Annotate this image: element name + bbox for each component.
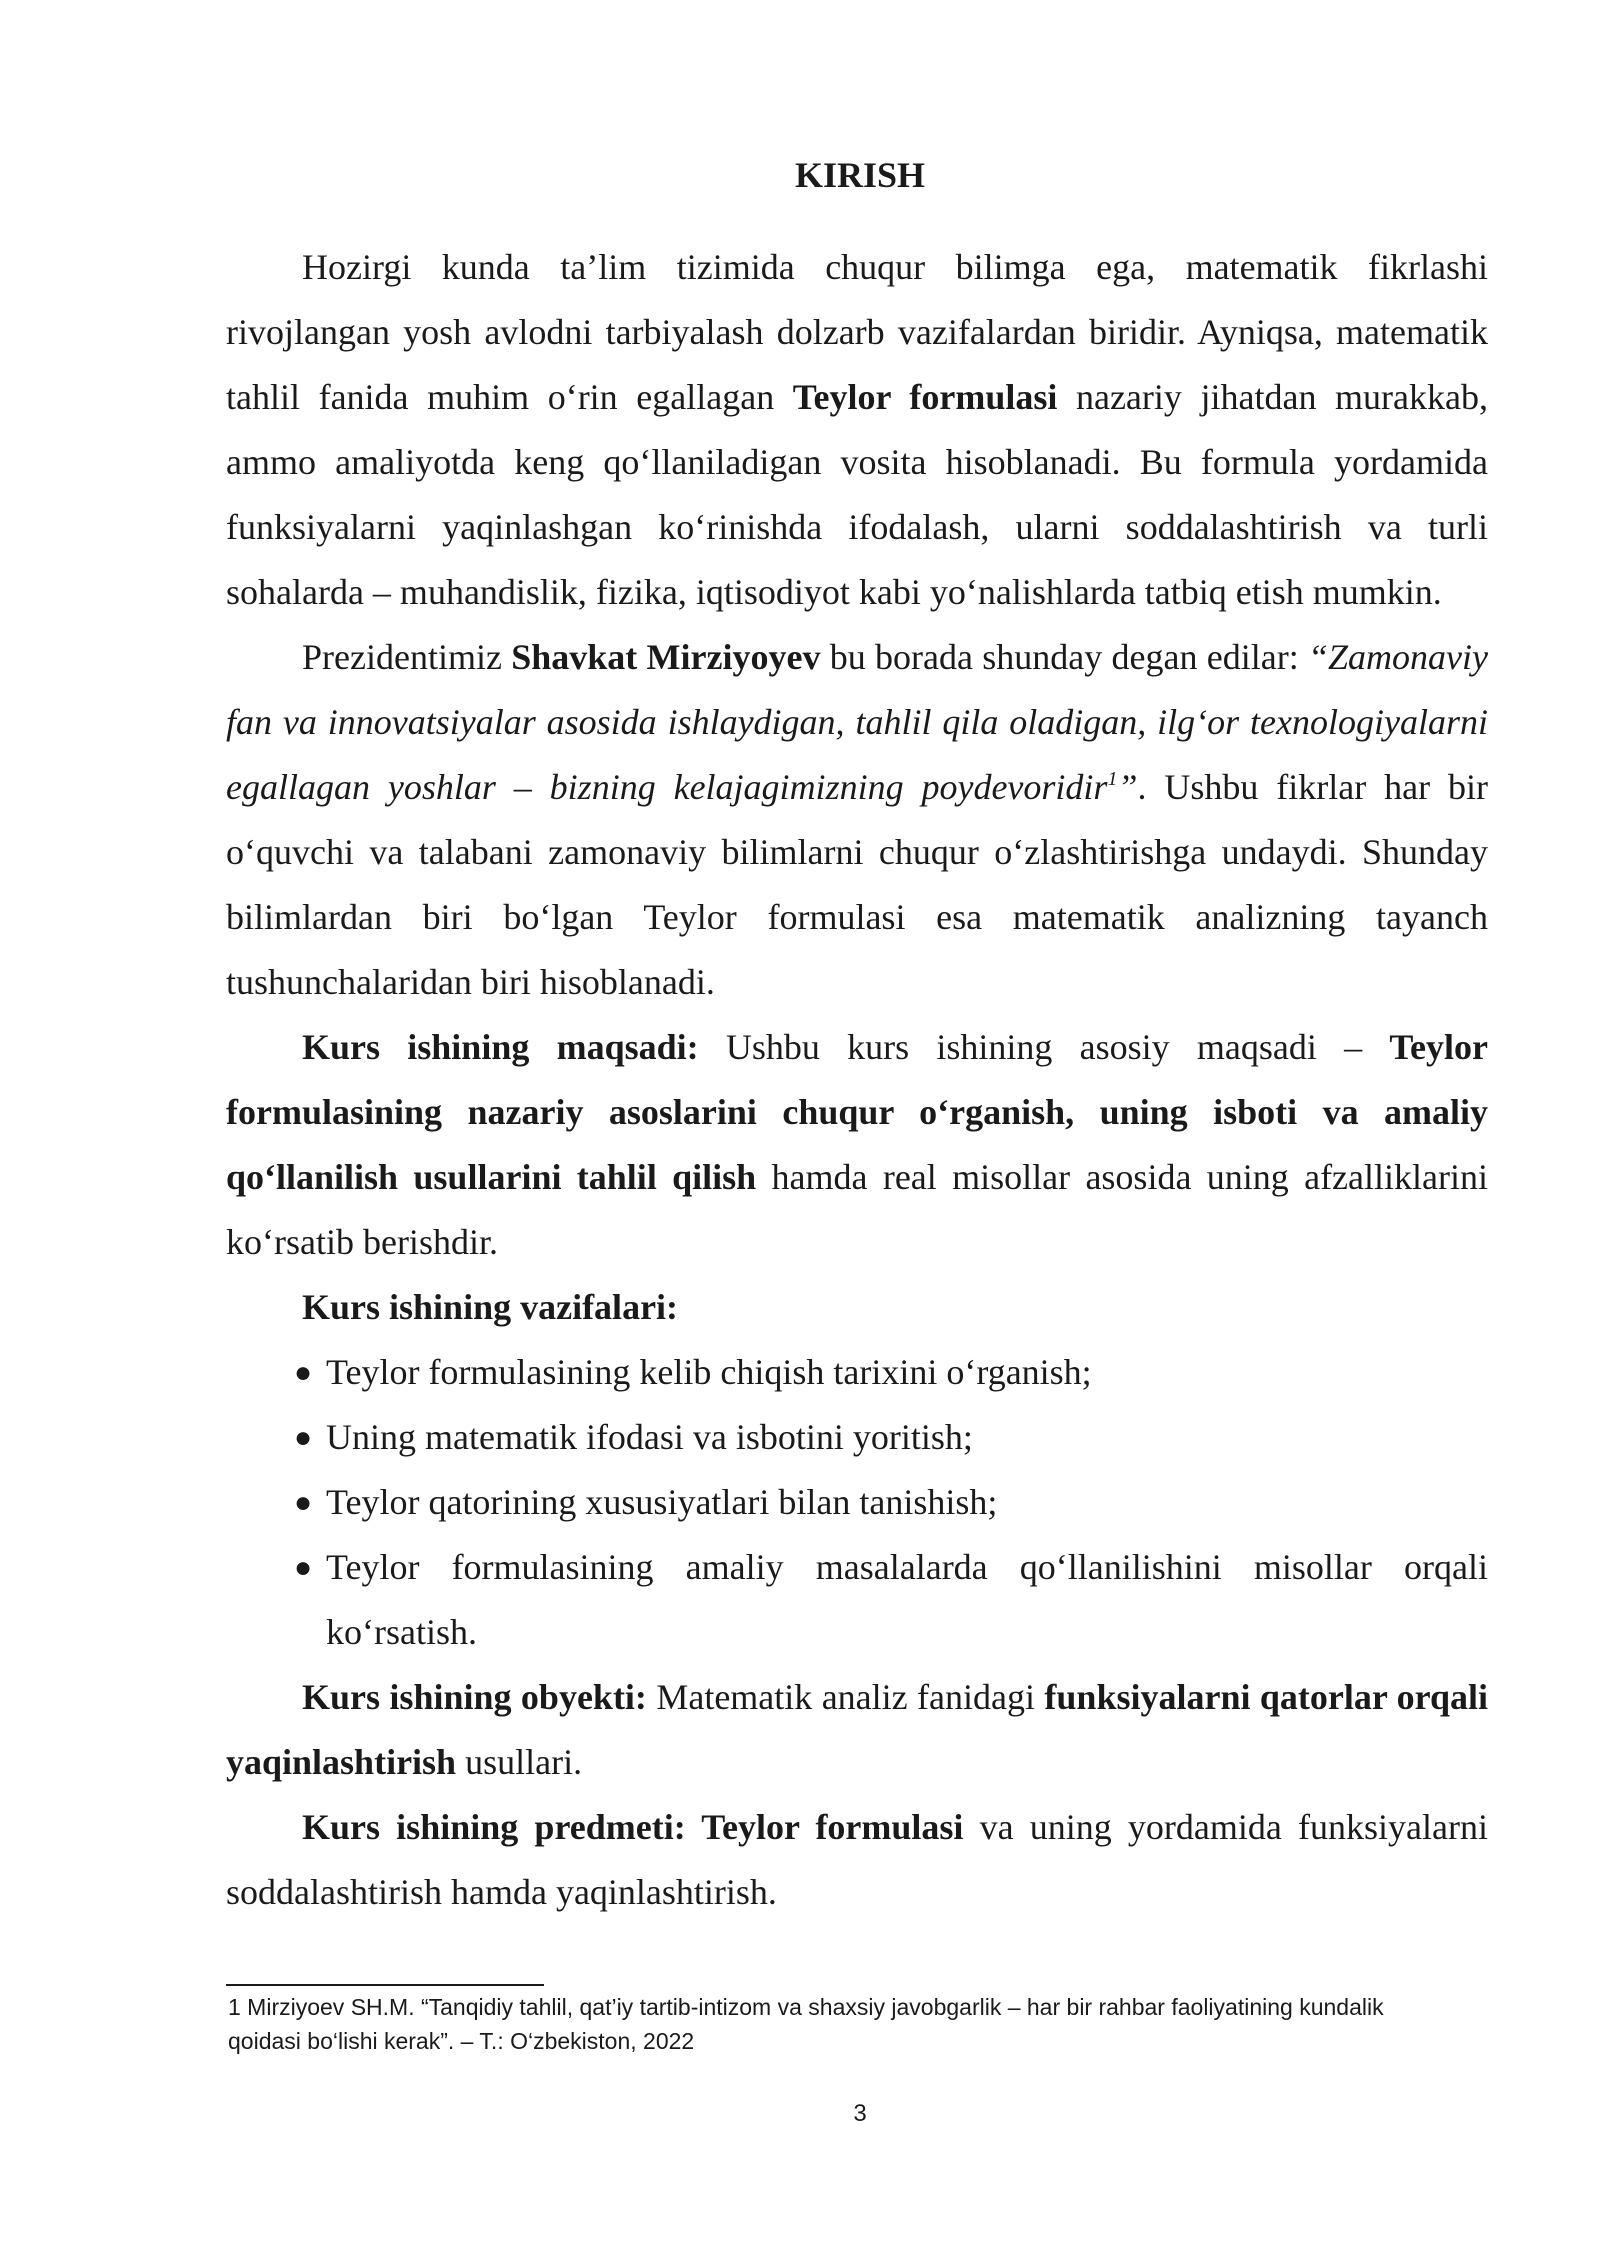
- list-item: [226, 1535, 1488, 1665]
- footnote-separator: [226, 1984, 544, 1986]
- quote-text: “Zamonaviy fan va innovatsiyalar asosida ishlaydigan, tahlil qila oladigan, ilg‘or texnologiyalarni egallagan yoshlar – bizning kelajagimizning poydevoridir: [226, 637, 1488, 807]
- list-item-text: Teylor formulasining kelib chiqish tarixini o‘rganish;: [326, 1352, 1092, 1392]
- bullet-icon: ●: [294, 1421, 313, 1454]
- section-title: KIRISH: [794, 155, 926, 195]
- quote-paragraph: [226, 625, 1488, 1015]
- subject-bold-text: Teylor formulasi: [685, 1807, 964, 1847]
- object-text-1: Matematik analiz fanidagi: [646, 1677, 1045, 1717]
- intro-paragraph: [226, 235, 1488, 625]
- goal-text-2: hamda real misollar asosida uning afzalliklarini ko‘rsatib berishdir.: [226, 1157, 1488, 1262]
- president-name: Shavkat Mirziyoyev: [511, 637, 821, 677]
- subject-label: Kurs ishining predmeti:: [302, 1807, 686, 1847]
- subject-text: va uning yordamida funksiyalarni soddalashtirish hamda yaqinlashtirish.: [226, 1807, 1488, 1912]
- intro-text-1: Hozirgi kunda ta’lim tizimida chuqur bilimga ega, matematik fikrlashi rivojlangan yosh avlodni tarbiyalash dolzarb vazifalardan biridir. Ayniqsa, matematik tahlil fanida muhim o‘rin egallagan: [226, 247, 1488, 417]
- page-number: 3: [853, 2100, 867, 2127]
- quote-lead-text: Prezidentimiz: [302, 637, 512, 677]
- bullet-icon: ●: [294, 1486, 313, 1519]
- list-item: [226, 1340, 1488, 1405]
- footnote: 1 Mirziyoev SH.M. “Tanqidiy tahlil, qat’iy tartib-intizom va shaxsiy javobgarlik – har bir rahbar faoliyatining kundalik qoidasi bo‘lishi kerak”. – T.: O‘zbekiston, 2022: [228, 1994, 1384, 2054]
- object-paragraph: [226, 1665, 1488, 1795]
- list-item: [226, 1470, 1488, 1535]
- footnote-reference[interactable]: 1: [1107, 768, 1118, 790]
- tasks-label: Kurs ishining vazifalari:: [302, 1287, 679, 1327]
- list-item-text: Teylor qatorining xususiyatlari bilan tanishish;: [326, 1482, 998, 1522]
- goal-paragraph: [226, 1015, 1488, 1275]
- goal-label: Kurs ishining maqsadi:: [302, 1027, 699, 1067]
- list-item-text: Teylor formulasining amaliy masalalarda qo‘llanilishini misollar orqali ko‘rsatish.: [326, 1547, 1488, 1652]
- list-item-text: Uning matematik ifodasi va isbotini yoritish;: [326, 1417, 973, 1457]
- list-item: [226, 1405, 1488, 1470]
- subject-paragraph: [226, 1795, 1488, 1925]
- object-bold-text: funksiyalarni qatorlar orqali yaqinlashtirish: [226, 1677, 1488, 1782]
- tasks-heading-paragraph: [226, 1275, 1488, 1340]
- object-label: Kurs ishining obyekti:: [302, 1677, 647, 1717]
- tasks-list: [226, 1340, 1488, 1665]
- intro-text-2: nazariy jihatdan murakkab, ammo amaliyotda keng qo‘llaniladigan vosita hisoblanadi. Bu formula yordamida funksiyalarni yaqinlashgan ko‘rinishda ifodalash, ularni soddalashtirish va turli sohalarda – muhandislik, fizika, iqtisodiyot kabi yo‘nalishlarda tatbiq etish mumkin.: [226, 377, 1488, 612]
- document-body: [226, 235, 1488, 1925]
- bullet-icon: ●: [294, 1551, 313, 1584]
- quote-followup-text: . Ushbu fikrlar har bir o‘quvchi va talabani zamonaviy bilimlarni chuqur o‘zlashtirishga undaydi. Shunday bilimlardan biri bo‘lgan Teylor formulasi esa matematik analizning tayanch tushunchalaridan biri hisoblanadi.: [226, 767, 1488, 1002]
- intro-bold-term: Teylor formulasi: [792, 377, 1058, 417]
- quote-close-mark: ”: [1117, 767, 1138, 807]
- quote-intro-text: bu borada shunday degan edilar:: [820, 637, 1308, 677]
- goal-bold-text: Teylor formulasining nazariy asoslarini chuqur o‘rganish, uning isboti va amaliy qo‘llanilish usullarini tahlil qilish: [226, 1027, 1489, 1197]
- object-text-2: usullari.: [456, 1742, 583, 1782]
- bullet-icon: ●: [294, 1356, 313, 1389]
- goal-text-1: Ushbu kurs ishining asosiy maqsadi –: [698, 1027, 1390, 1067]
